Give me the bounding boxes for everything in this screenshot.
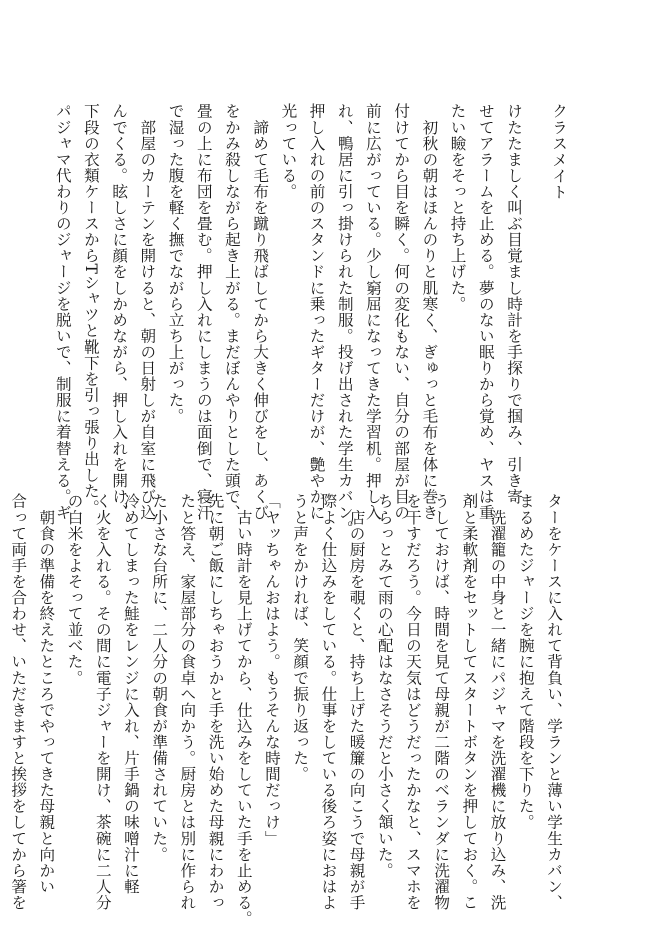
text-line: まるめたジャージを腕に抱えて階段を下りた。 xyxy=(516,493,535,831)
text-line: 光っている。 xyxy=(279,103,298,200)
text-line: 店の厨房を覗くと、持ち上げた暖簾の向こうで母親が手 xyxy=(347,493,366,911)
lower-text-block xyxy=(9,493,568,926)
text-line: 下段の衣類ケースからTシャツと靴下を引っ張り出した。 xyxy=(81,103,100,516)
text-line: の白米をよそって並べた。 xyxy=(65,493,84,686)
text-line: く火を入れる。その間に電子ジャーを開け、茶碗に二人分 xyxy=(93,493,112,911)
text-line: を干すだろう。今日の天気はどうだったかなと、スマホを xyxy=(403,493,422,911)
text-line: 古い時計を見上げてから、仕込みをしていた手を止める。 xyxy=(234,493,253,926)
text-line: 諦めて毛布を蹴り飛ばしてから大きく伸びをし、あくび xyxy=(251,103,270,521)
text-line: けたたましく叫ぶ目覚まし時計を手探りで掴み、引き寄 xyxy=(505,103,523,505)
text-line: ちらっとみて雨の心配はなさそうだと小さく頷いた。 xyxy=(375,493,394,879)
text-line: で湿った腹を軽く撫でながら立ち上がった。 xyxy=(166,103,185,424)
text-line: 剤と柔軟剤をセットしてスタートボタンを押しておく。こ xyxy=(460,493,479,911)
text-line: 部屋のカーテンを開けると、朝の日射しが自室に飛び込 xyxy=(138,103,157,521)
text-line: 畳の上に布団を畳む。押し入れにしまうのは面倒で、寝汗 xyxy=(194,103,213,521)
text-line: たい瞼をそっと持ち上げた。 xyxy=(448,103,467,312)
text-line: うしておけば、時間を見て母親が二階のベランダに洗濯物 xyxy=(432,493,451,911)
text-line: れ、鴨居に引っ掛けられた制服。投げ出された学生カバン。 xyxy=(335,103,354,537)
text-line: せてアラームを止める。夢のない眠りから覚め、ヤスは重 xyxy=(476,103,495,521)
text-line: 際よく仕込みをしている。仕事をしている後ろ姿におはよ xyxy=(319,493,338,911)
text-line: 先に朝ご飯にしちゃおうかと手を洗い始めた母親にわかっ xyxy=(206,493,225,911)
text-line: 付けてから目を瞬く。何の変化もない、自分の部屋が目の xyxy=(392,103,411,521)
text-line: たと答え、家屋部分の食卓へ向かう。厨房とは別に作られ xyxy=(178,493,197,911)
upper-text-block xyxy=(53,103,528,537)
text-line: うと声をかければ、笑顔で振り返った。 xyxy=(291,493,310,782)
text-line: 朝食の準備を終えたところでやってきた母親と向かい xyxy=(37,493,56,895)
text-line: んでくる。眩しさに顔をしかめながら、押し入れを開け、 xyxy=(110,103,129,521)
story-title: クラスメイト xyxy=(550,103,568,201)
text-line: 押し入れの前のスタンドに乗ったギターだけが、艶やかに xyxy=(307,103,326,521)
text-line: 冷めてしまった鮭をレンジに入れ、片手鍋の味噌汁に軽 xyxy=(121,493,140,895)
text-line: 初秋の朝はほんのりと肌寒く、ぎゅっと毛布を体に巻き xyxy=(420,103,439,521)
text-line: 洗濯籠の中身と一緒にパジャマを洗濯機に放り込み、洗 xyxy=(488,493,507,911)
text-line: をかみ殺しながら起き上がる。まだぼんやりとした頭で、 xyxy=(222,103,241,521)
text-line: 合って両手を合わせ、いただきますと挨拶をしてから箸を xyxy=(9,493,28,911)
text-line: 「ヤッちゃんおはよう。もうそんな時間だっけ」 xyxy=(262,493,281,847)
text-line: 前に広がっている。少し窮屈になってきた学習机。押し入 xyxy=(363,103,382,521)
text-line: パジャマ代わりのジャージを脱いで、制服に着替える。ギ xyxy=(53,103,72,521)
text-line: た小さな台所に、二人分の朝食が準備されていた。 xyxy=(150,493,169,863)
text-line: ターをケースに入れて背負い、学ランと薄い学生カバン、 xyxy=(545,493,563,911)
